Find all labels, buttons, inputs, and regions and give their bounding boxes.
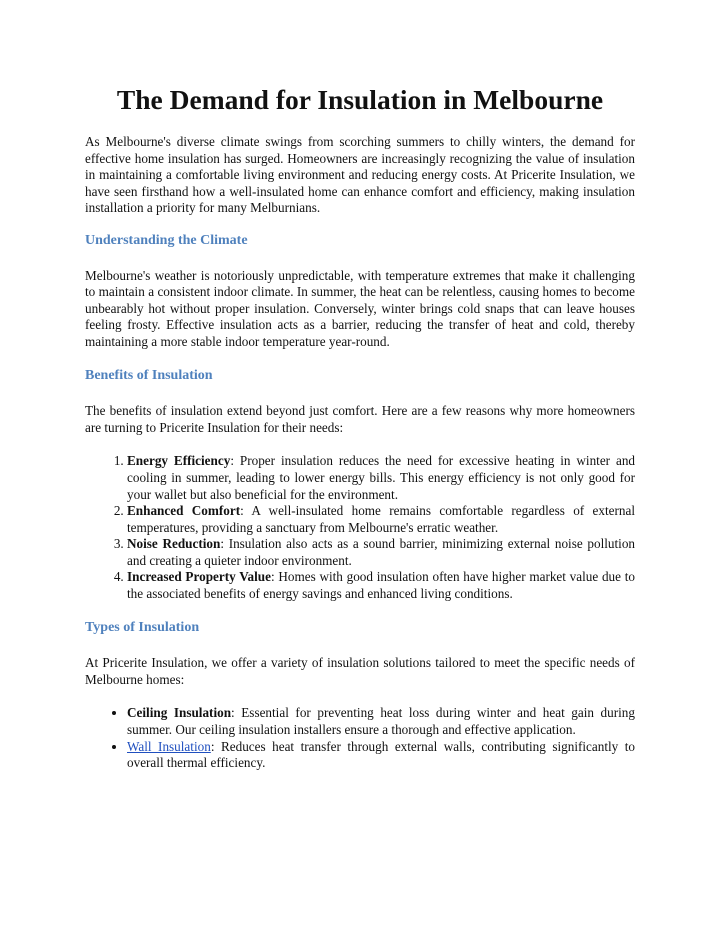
- section-heading-types: Types of Insulation: [85, 619, 200, 635]
- list-item-term: Enhanced Comfort: [127, 503, 241, 519]
- climate-paragraph: Melbourne's weather is notoriously unpredictable, with temperature extremes that make it challenging to maintain a consistent indoor climate. In summer, the heat can be relentless, causing homes to become unbearably hot without proper insulation. Conversely, winter brings cold snaps that can leave houses feeling frosty. Effective insulation acts as a barrier, reducing the transfer of heat and cold, thereby maintaining a more stable indoor temperature year-round.: [85, 267, 635, 349]
- document-body: [85, 134, 635, 772]
- list-item-desc: : Insulation also acts as a sound barrier, minimizing external noise pollution and creating a quieter indoor environment.: [127, 536, 636, 568]
- intro-paragraph: As Melbourne's diverse climate swings from scorching summers to chilly winters, the demand for effective home insulation has surged. Homeowners are increasingly recognizing the value of insulation in maintaining a comfortable living environment and reducing energy costs. At Pricerite Insulation, we have seen firsthand how a well-insulated home can enhance comfort and efficiency, making insulation installation a priority for many Melburnians.: [85, 134, 635, 216]
- benefits-list: [85, 453, 635, 602]
- list-item-term: Ceiling Insulation: [127, 705, 232, 721]
- list-item-term: Increased Property Value: [127, 569, 271, 585]
- list-item: [127, 453, 635, 503]
- list-item-term: Energy Efficiency: [127, 453, 231, 469]
- list-item-desc: : Proper insulation reduces the need for excessive heating in winter and cooling in summer, leading to lower energy bills. This energy efficiency is not only good for your wallet but also beneficial for the environment.: [127, 453, 636, 502]
- section-heading-climate: Understanding the Climate: [85, 232, 248, 248]
- list-item-term: Noise Reduction: [127, 536, 221, 552]
- page-title: The Demand for Insulation in Melbourne: [116, 84, 604, 115]
- list-item: [127, 705, 635, 738]
- list-item: [127, 503, 635, 536]
- types-list: [85, 705, 635, 771]
- types-paragraph: At Pricerite Insulation, we offer a variety of insulation solutions tailored to meet the specific needs of Melbourne homes:: [85, 655, 635, 687]
- section-heading-benefits: Benefits of Insulation: [85, 367, 213, 383]
- list-item: [127, 536, 635, 569]
- benefits-paragraph: The benefits of insulation extend beyond just comfort. Here are a few reasons why more homeowners are turning to Pricerite Insulation for their needs:: [85, 403, 635, 435]
- list-item-desc: : Essential for preventing heat loss during winter and heat gain during summer. Our ceiling insulation installers ensure a thorough and effective application.: [127, 705, 635, 738]
- wall-insulation-link[interactable]: Wall Insulation: [127, 738, 211, 754]
- list-item: [127, 569, 635, 602]
- list-item-desc: : A well-insulated home remains comfortable regardless of external temperatures, providing a sanctuary from Melbourne's erratic weather.: [127, 503, 635, 535]
- list-item: [127, 739, 635, 772]
- list-item-desc: : Homes with good insulation often have higher market value due to the associated benefits of energy savings and enhanced living conditions.: [127, 569, 635, 602]
- list-item-desc: : Reduces heat transfer through external walls, contributing significantly to overall thermal efficiency.: [127, 738, 636, 771]
